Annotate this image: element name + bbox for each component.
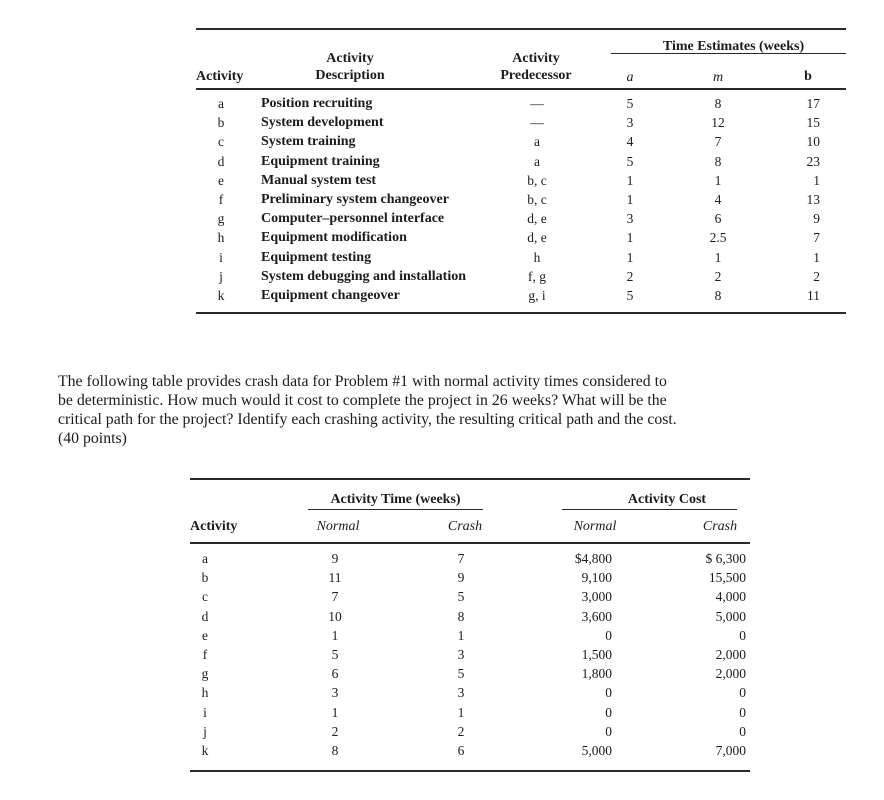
table-header-rule	[190, 542, 750, 544]
normal-time: 6	[331, 666, 339, 682]
crash-cost: 7,000	[715, 743, 746, 758]
normal-cost: 3,600	[581, 608, 612, 624]
activity-id: b	[201, 570, 209, 586]
estimate-b: 15	[806, 115, 820, 131]
activity-description: Position recruiting	[261, 96, 373, 111]
normal-cost: 0	[605, 685, 612, 701]
activity-id: b	[217, 115, 225, 131]
activity-id: j	[203, 723, 207, 739]
estimate-m: 8	[714, 96, 722, 111]
normal-cost: 9,100	[581, 570, 612, 586]
crash-time: 3	[457, 685, 465, 701]
estimate-m: 7	[714, 134, 722, 150]
estimate-a: 1	[626, 172, 634, 188]
header-crash-time: Crash	[447, 519, 483, 534]
estimate-b: 1	[813, 172, 820, 188]
crash-time: 5	[457, 589, 465, 605]
normal-time: 8	[331, 743, 339, 758]
activity-predecessor: b, c	[527, 172, 547, 188]
activity-id: e	[218, 172, 224, 188]
estimate-b: 9	[813, 211, 820, 227]
normal-cost: 1,500	[581, 647, 612, 662]
activity-predecessor: —	[530, 115, 544, 131]
activity-description: System development	[261, 115, 384, 131]
activity-description: Equipment modification	[261, 230, 407, 246]
activity-id: f	[202, 647, 208, 662]
estimate-m: 1	[714, 172, 722, 188]
header-b: b	[804, 69, 812, 84]
activity-predecessor: h	[533, 249, 541, 265]
normal-time: 9	[331, 551, 339, 566]
activity-predecessor: b, c	[527, 192, 547, 207]
crash-cost: 5,000	[715, 608, 746, 624]
activity-predecessor: a	[534, 134, 540, 150]
activity-description: System training	[261, 134, 356, 150]
crash-cost: $ 6,300	[705, 551, 746, 566]
normal-cost: 1,800	[581, 666, 612, 682]
header-normal-time: Normal	[316, 519, 360, 534]
header-time-estimates: Time Estimates (weeks)	[662, 39, 805, 54]
question-line: (40 points)	[58, 430, 127, 447]
estimate-a: 1	[626, 230, 634, 246]
crash-cost: 2,000	[715, 666, 746, 682]
activity-description: Equipment testing	[261, 249, 372, 265]
activity-id: f	[218, 192, 224, 207]
normal-time: 1	[331, 627, 339, 643]
normal-time: 2	[331, 723, 339, 739]
header-crash-cost: Crash	[702, 519, 738, 534]
activity-predecessor: —	[530, 96, 544, 111]
activity-id: g	[201, 666, 209, 682]
header-description-line1: Activity	[326, 51, 374, 66]
crash-time: 8	[457, 608, 465, 624]
estimate-a: 5	[626, 153, 634, 169]
estimate-b: 2	[813, 268, 820, 284]
estimate-b: 17	[806, 96, 820, 111]
crash-cost: 0	[739, 685, 746, 701]
normal-time: 1	[331, 704, 339, 720]
estimate-b: 13	[806, 192, 820, 207]
estimate-b: 1	[813, 249, 820, 265]
crash-time: 9	[457, 570, 465, 586]
crash-cost: 2,000	[715, 647, 746, 662]
estimate-m: 12	[711, 115, 725, 131]
estimate-m: 2.5	[709, 230, 727, 246]
header-normal-cost: Normal	[573, 519, 617, 534]
activity-cost-underline	[562, 509, 737, 510]
table-top-rule	[190, 478, 750, 480]
estimate-a: 3	[626, 115, 634, 131]
header-description-line2: Description	[315, 68, 385, 83]
crash-time: 6	[457, 743, 465, 758]
estimate-a: 5	[626, 288, 634, 303]
question-paragraph	[58, 372, 838, 448]
header-activity-time: Activity Time (weeks)	[330, 492, 461, 507]
activity-id: c	[202, 589, 208, 605]
estimate-a: 1	[626, 249, 634, 265]
estimate-b: 11	[807, 288, 820, 303]
normal-cost: 0	[605, 704, 612, 720]
normal-cost: 3,000	[581, 589, 612, 605]
normal-cost: 0	[605, 723, 612, 739]
estimate-m: 8	[714, 288, 722, 303]
crash-cost: 0	[739, 704, 746, 720]
activity-id: k	[217, 288, 225, 303]
table-bottom-rule	[190, 770, 750, 772]
normal-time: 11	[328, 570, 342, 586]
crash-time: 1	[457, 627, 465, 643]
crash-cost: 0	[739, 627, 746, 643]
activity-id: h	[217, 230, 225, 246]
activity-id: j	[219, 268, 223, 284]
estimate-a: 4	[626, 134, 634, 150]
crash-cost: 0	[739, 723, 746, 739]
activity-description: Equipment changeover	[261, 288, 400, 303]
activity-id: e	[202, 627, 208, 643]
crash-time: 1	[457, 704, 465, 720]
estimate-a: 2	[626, 268, 634, 284]
estimate-b: 23	[806, 153, 820, 169]
estimate-b: 7	[813, 230, 820, 246]
activity-predecessor: d, e	[527, 230, 547, 246]
header-activity: Activity	[190, 519, 238, 534]
estimate-m: 6	[714, 211, 722, 227]
activity-id: k	[201, 743, 209, 758]
crash-time: 5	[457, 666, 465, 682]
question-line: The following table provides crash data for Problem #1 with normal activity times considered to	[58, 373, 667, 390]
normal-cost: $4,800	[574, 551, 612, 566]
crash-cost: 4,000	[715, 589, 746, 605]
estimate-a: 5	[626, 96, 634, 111]
table-top-rule	[196, 28, 846, 30]
normal-time: 5	[331, 647, 339, 662]
question-line: be deterministic. How much would it cost to complete the project in 26 weeks? What will be the	[58, 392, 667, 409]
activity-description: Preliminary system changeover	[261, 192, 449, 207]
activity-predecessor: d, e	[527, 211, 547, 227]
activity-description: Manual system test	[261, 172, 377, 188]
activity-predecessor: a	[534, 153, 540, 169]
activity-id: c	[218, 134, 224, 150]
header-activity: Activity	[196, 69, 244, 84]
estimate-a: 1	[626, 192, 634, 207]
header-predecessor-line1: Activity	[512, 51, 560, 66]
activity-id: h	[201, 685, 209, 701]
estimate-m: 4	[714, 192, 722, 207]
activity-id: i	[219, 249, 223, 265]
activity-predecessor: f, g	[528, 268, 546, 284]
activity-description: Computer–personnel interface	[261, 211, 445, 227]
activity-id: i	[203, 704, 207, 720]
activity-id: a	[218, 96, 224, 111]
header-activity-cost: Activity Cost	[627, 492, 707, 507]
estimate-b: 10	[806, 134, 820, 150]
normal-cost: 5,000	[581, 743, 612, 758]
estimate-a: 3	[626, 211, 634, 227]
crash-time: 3	[457, 647, 465, 662]
activity-predecessor: g, i	[528, 288, 546, 303]
header-predecessor-line2: Predecessor	[500, 68, 572, 83]
activity-description: System debugging and installation	[261, 268, 466, 284]
header-a: a	[626, 70, 634, 85]
estimate-m: 2	[714, 268, 722, 284]
activity-id: a	[202, 551, 208, 566]
table-header-rule	[196, 88, 846, 90]
header-m: m	[712, 70, 724, 85]
normal-time: 3	[331, 685, 339, 701]
normal-time: 7	[331, 589, 339, 605]
normal-time: 10	[328, 608, 342, 624]
estimate-m: 8	[714, 153, 722, 169]
crash-time: 7	[457, 551, 465, 566]
table-bottom-rule	[196, 312, 846, 314]
activity-id: g	[217, 211, 225, 227]
normal-cost: 0	[605, 627, 612, 643]
activity-id: d	[201, 608, 209, 624]
activity-id: d	[217, 153, 225, 169]
crash-cost: 15,500	[708, 570, 746, 586]
crash-time: 2	[457, 723, 465, 739]
estimate-m: 1	[714, 249, 722, 265]
activity-time-underline	[308, 509, 483, 510]
activity-description: Equipment training	[261, 153, 380, 169]
question-line: critical path for the project? Identify each crashing activity, the resulting critical path and the cost.	[58, 411, 677, 428]
